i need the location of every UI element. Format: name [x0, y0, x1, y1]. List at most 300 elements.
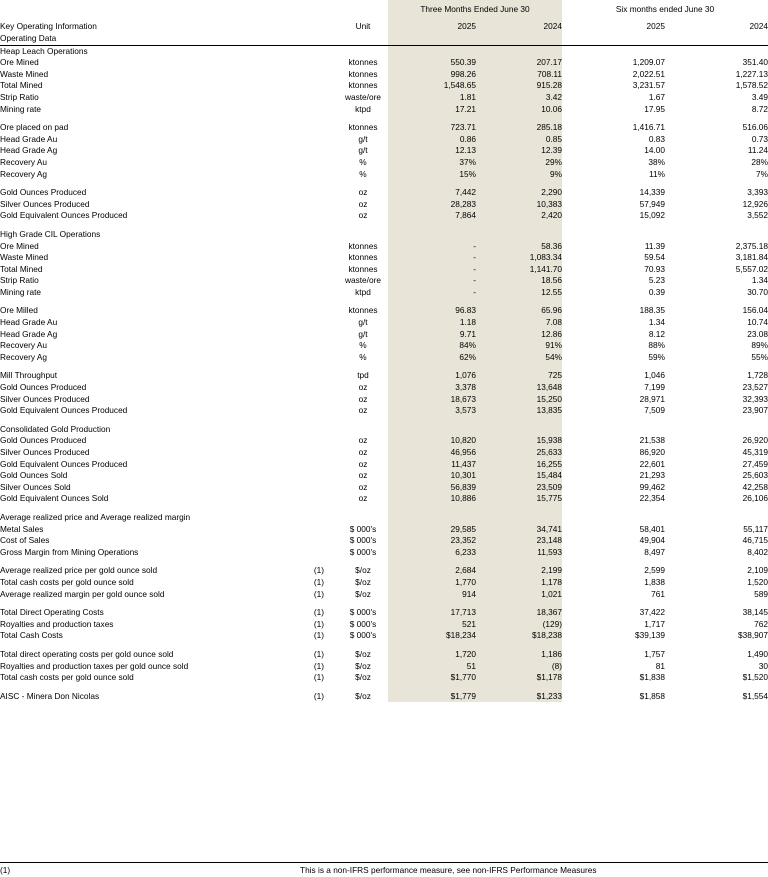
- value-q-prior: 10.06: [476, 104, 562, 116]
- section-gap-row: [0, 417, 768, 424]
- value-q-prior: 708.11: [476, 69, 562, 81]
- value-q-prior: 1,141.70: [476, 264, 562, 276]
- spacer-cell: [476, 600, 562, 607]
- row-unit: ktonnes: [348, 57, 378, 68]
- section-title: Heap Leach Operations: [0, 45, 88, 56]
- section-gap-cell: [338, 417, 388, 424]
- value-h-prior: 589: [754, 588, 768, 599]
- row-unit: ktonnes: [348, 80, 378, 91]
- value-q-current: 18,673: [388, 394, 476, 406]
- spacer-row: [0, 684, 768, 691]
- value-h-prior: 26,106: [742, 493, 768, 504]
- row-label: Head Grade Ag: [0, 328, 58, 339]
- row-footnote-ref: [300, 264, 338, 276]
- spacer-cell: [665, 363, 768, 370]
- value-q-current: 7,864: [388, 210, 476, 222]
- value-h-prior: 1,578.52: [735, 80, 768, 91]
- value-h-prior: 8,402: [747, 546, 768, 557]
- value-q-current: -: [388, 252, 476, 264]
- spacer-cell: [665, 642, 768, 649]
- spacer-cell: [665, 684, 768, 691]
- row-footnote-ref: (1): [313, 565, 325, 576]
- section-header-q25: [388, 229, 476, 241]
- section-header-unit: [338, 424, 388, 436]
- value-q-current: 914: [388, 589, 476, 601]
- table-row: [0, 370, 768, 382]
- section-gap-cell: [388, 505, 476, 512]
- spacer-row: [0, 115, 768, 122]
- value-q-prior: 16,255: [476, 459, 562, 471]
- header-year-q-prior: 2024: [476, 16, 562, 33]
- row-unit: ktonnes: [348, 68, 378, 79]
- row-footnote-ref: (1): [313, 630, 325, 641]
- footnote-content-row: [0, 865, 768, 877]
- section-header-h25: [562, 229, 665, 241]
- table-row: [0, 447, 768, 459]
- spacer-cell: [300, 600, 338, 607]
- spacer-row: [0, 298, 768, 305]
- row-footnote-ref: [300, 210, 338, 222]
- spacer-cell: [388, 642, 476, 649]
- value-q-prior: 18,367: [476, 607, 562, 619]
- section-header-q24: [476, 45, 562, 57]
- value-q-current: 62%: [388, 352, 476, 364]
- value-q-prior: 3.42: [476, 92, 562, 104]
- value-h-prior: 23,527: [742, 382, 768, 393]
- value-q-current: 51: [388, 661, 476, 673]
- table-row: [0, 607, 768, 619]
- value-h-current: 88%: [648, 340, 666, 351]
- value-h-current: 8,497: [644, 546, 666, 557]
- row-unit: waste/ore: [345, 91, 381, 102]
- row-footnote-ref: [300, 275, 338, 287]
- row-unit: $ 000's: [349, 607, 377, 618]
- spacer-cell: [338, 684, 388, 691]
- row-footnote-ref: [300, 470, 338, 482]
- table-row: [0, 134, 768, 146]
- section-header-unit: [338, 512, 388, 524]
- spacer-cell: [665, 180, 768, 187]
- value-q-prior: $1,233: [476, 691, 562, 703]
- value-h-current: 14.00: [644, 145, 666, 156]
- row-unit: %: [359, 340, 367, 351]
- value-h-prior: $38,907: [738, 630, 768, 641]
- value-q-prior: 2,199: [476, 565, 562, 577]
- value-q-current: 3,378: [388, 382, 476, 394]
- row-footnote-ref: [300, 435, 338, 447]
- spacer-cell: [388, 180, 476, 187]
- value-q-current: 3,573: [388, 405, 476, 417]
- section-header-q25: [388, 424, 476, 436]
- row-label: Recovery Au: [0, 156, 48, 167]
- value-h-current: 57,949: [639, 198, 666, 209]
- value-q-prior: 11,593: [476, 547, 562, 559]
- row-unit: oz: [358, 481, 368, 492]
- value-q-prior: 15,484: [476, 470, 562, 482]
- row-label: Gold Equivalent Ounces Produced: [0, 458, 128, 469]
- value-q-current: 10,301: [388, 470, 476, 482]
- value-q-current: 12.13: [388, 145, 476, 157]
- value-h-prior: 7%: [756, 168, 768, 179]
- value-q-current: 56,839: [388, 482, 476, 494]
- spacer-cell: [300, 298, 338, 305]
- row-unit: oz: [358, 458, 368, 469]
- section-header-unit: [338, 229, 388, 241]
- value-q-current: 10,820: [388, 435, 476, 447]
- row-footnote-ref: [300, 145, 338, 157]
- value-h-prior: $1,554: [742, 690, 768, 701]
- value-h-prior: 23.08: [747, 328, 768, 339]
- table-row: [0, 210, 768, 222]
- row-unit: ktonnes: [348, 263, 378, 274]
- value-h-prior: 12,926: [742, 198, 768, 209]
- subtitle-filler-note: [300, 33, 338, 45]
- row-label: Silver Ounces Produced: [0, 393, 90, 404]
- value-h-current: 28,971: [639, 393, 666, 404]
- section-gap-cell: [300, 505, 338, 512]
- header-year-q-current: 2025: [388, 16, 476, 33]
- value-h-current: 8.12: [648, 328, 666, 339]
- table-row: [0, 57, 768, 69]
- row-label: Gross Margin from Mining Operations: [0, 546, 139, 557]
- spacer-cell: [300, 180, 338, 187]
- section-header-h24: [665, 424, 768, 436]
- section-gap-cell: [562, 417, 665, 424]
- row-footnote-ref: [300, 252, 338, 264]
- table-row: [0, 547, 768, 559]
- row-label: Total direct operating costs per gold ounce sold: [0, 648, 174, 659]
- value-h-current: 70.93: [644, 263, 666, 274]
- value-q-prior: 12.86: [476, 329, 562, 341]
- value-q-prior: 13,835: [476, 405, 562, 417]
- table-row: [0, 122, 768, 134]
- row-label: Gold Equivalent Ounces Produced: [0, 210, 128, 221]
- value-q-prior: 1,021: [476, 589, 562, 601]
- value-q-prior: $1,178: [476, 672, 562, 684]
- value-h-prior: 42,258: [742, 481, 768, 492]
- table-row: [0, 157, 768, 169]
- spacer-cell: [562, 642, 665, 649]
- row-footnote-ref: [300, 287, 338, 299]
- section-gap-cell: [562, 222, 665, 229]
- row-footnote-ref: [300, 352, 338, 364]
- section-header-h25: [562, 424, 665, 436]
- value-q-prior: 1,083.34: [476, 252, 562, 264]
- row-footnote-ref: [300, 187, 338, 199]
- row-footnote-ref: [300, 134, 338, 146]
- value-h-prior: 89%: [751, 340, 768, 351]
- row-footnote-ref: [300, 92, 338, 104]
- section-header-q24: [476, 424, 562, 436]
- value-q-prior: 23,509: [476, 482, 562, 494]
- section-gap-cell: [562, 505, 665, 512]
- section-gap-row: [0, 505, 768, 512]
- table-row: [0, 405, 768, 417]
- section-header-note: [300, 424, 338, 436]
- spacer-row: [0, 180, 768, 187]
- page-title: Key Operating Information: [0, 21, 97, 32]
- value-h-current: 14,339: [639, 187, 666, 198]
- value-h-current: 761: [651, 588, 666, 599]
- value-q-prior: 0.85: [476, 134, 562, 146]
- spacer-cell: [476, 684, 562, 691]
- row-footnote-ref: (1): [313, 618, 325, 629]
- row-label: Recovery Au: [0, 340, 48, 351]
- spacer-cell: [338, 115, 388, 122]
- row-unit: $ 000's: [349, 630, 377, 641]
- section-gap-cell: [476, 505, 562, 512]
- unit-column-header: Unit: [355, 21, 371, 32]
- row-footnote-ref: (1): [313, 607, 325, 618]
- value-h-current: 1,757: [644, 648, 666, 659]
- subtitle-filler-h24: [665, 33, 768, 45]
- value-h-prior: 3,552: [747, 210, 768, 221]
- spacer-cell: [476, 363, 562, 370]
- row-label: Average realized margin per gold ounce sold: [0, 588, 165, 599]
- value-q-prior: 65.96: [476, 305, 562, 317]
- value-q-current: 10,886: [388, 493, 476, 505]
- row-unit: oz: [358, 435, 368, 446]
- table-row: [0, 69, 768, 81]
- spacer-cell: [338, 363, 388, 370]
- value-q-current: 7,442: [388, 187, 476, 199]
- row-label: Mining rate: [0, 103, 42, 114]
- table-row: [0, 382, 768, 394]
- value-h-current: 1,838: [644, 576, 666, 587]
- row-unit: $ 000's: [349, 523, 377, 534]
- section-title: Consolidated Gold Production: [0, 423, 111, 434]
- row-footnote-ref: [300, 104, 338, 116]
- value-h-prior: $1,520: [742, 672, 768, 683]
- row-label: Head Grade Ag: [0, 145, 58, 156]
- value-q-current: 96.83: [388, 305, 476, 317]
- row-label: Total Mined: [0, 80, 43, 91]
- value-q-current: 550.39: [388, 57, 476, 69]
- row-unit: $/oz: [355, 588, 371, 599]
- row-unit: oz: [358, 393, 368, 404]
- spacer-cell: [562, 298, 665, 305]
- row-unit: oz: [358, 210, 368, 221]
- value-q-current: 1.18: [388, 317, 476, 329]
- section-header-h24: [665, 512, 768, 524]
- value-q-current: 17,713: [388, 607, 476, 619]
- value-h-current: 17.95: [644, 103, 666, 114]
- table-row: [0, 691, 768, 703]
- spacer-cell: [562, 600, 665, 607]
- value-q-current: 84%: [388, 340, 476, 352]
- spacer-cell: [388, 363, 476, 370]
- value-h-current: 1,717: [644, 618, 666, 629]
- spacer-cell: [0, 298, 300, 305]
- table-row: [0, 80, 768, 92]
- row-label: Silver Ounces Sold: [0, 481, 71, 492]
- table-row: [0, 661, 768, 673]
- section-gap-cell: [665, 222, 768, 229]
- value-h-prior: 38,145: [742, 607, 768, 618]
- value-q-current: -: [388, 264, 476, 276]
- section-header-q25: [388, 512, 476, 524]
- value-q-prior: 2,420: [476, 210, 562, 222]
- subtitle-row: [0, 33, 768, 45]
- spacer-cell: [562, 684, 665, 691]
- value-h-current: 2,599: [644, 565, 666, 576]
- table-row: [0, 535, 768, 547]
- row-footnote-ref: [300, 547, 338, 559]
- row-label: Gold Equivalent Ounces Produced: [0, 405, 128, 416]
- table-row: [0, 619, 768, 631]
- value-h-current: 1.34: [648, 317, 666, 328]
- value-h-current: 22,601: [639, 458, 666, 469]
- section-header-h25: [562, 512, 665, 524]
- value-q-prior: 7.08: [476, 317, 562, 329]
- header-year-h-current: 2025: [646, 21, 666, 32]
- value-q-current: $18,234: [388, 630, 476, 642]
- section-header-h24: [665, 229, 768, 241]
- row-footnote-ref: [300, 447, 338, 459]
- table-row: [0, 565, 768, 577]
- section-gap-cell: [388, 222, 476, 229]
- value-h-current: 3,231.57: [632, 80, 666, 91]
- value-h-prior: 26,920: [742, 435, 768, 446]
- value-q-prior: 25,633: [476, 447, 562, 459]
- row-unit: $ 000's: [349, 618, 377, 629]
- operating-data-subtitle: Operating Data: [0, 33, 300, 45]
- value-h-prior: 30: [758, 660, 768, 671]
- value-q-current: -: [388, 275, 476, 287]
- value-q-prior: 12.55: [476, 287, 562, 299]
- spacer-cell: [300, 558, 338, 565]
- row-label: Gold Ounces Produced: [0, 187, 87, 198]
- value-h-prior: 2,375.18: [735, 240, 768, 251]
- value-h-prior: 516.06: [742, 122, 768, 133]
- spacer-cell: [476, 115, 562, 122]
- table-row: [0, 649, 768, 661]
- row-label: Total Direct Operating Costs: [0, 607, 104, 618]
- spacer-cell: [665, 600, 768, 607]
- row-unit: oz: [358, 405, 368, 416]
- spacer-cell: [665, 298, 768, 305]
- value-h-prior: 0.73: [751, 133, 768, 144]
- value-q-current: 17.21: [388, 104, 476, 116]
- spacer-cell: [476, 180, 562, 187]
- row-footnote-ref: (1): [313, 588, 325, 599]
- row-label: Ore Milled: [0, 305, 38, 316]
- spacer-cell: [338, 180, 388, 187]
- table-row: [0, 672, 768, 684]
- value-q-current: 6,233: [388, 547, 476, 559]
- value-h-prior: 3,393: [747, 187, 768, 198]
- value-h-prior: 32,393: [742, 393, 768, 404]
- row-label: Waste Mined: [0, 68, 49, 79]
- table-row: [0, 187, 768, 199]
- value-h-current: 21,293: [639, 470, 666, 481]
- section-header-q24: [476, 229, 562, 241]
- section-gap-cell: [476, 222, 562, 229]
- value-h-prior: 55%: [751, 351, 768, 362]
- row-unit: %: [359, 156, 367, 167]
- table-row: [0, 287, 768, 299]
- row-unit: ktonnes: [348, 122, 378, 133]
- value-q-current: -: [388, 241, 476, 253]
- spacer-cell: [0, 558, 300, 565]
- value-h-current: 7,509: [644, 405, 666, 416]
- row-footnote-ref: [300, 122, 338, 134]
- spacer-cell: [300, 363, 338, 370]
- row-label: Ore placed on pad: [0, 122, 69, 133]
- value-h-prior: 46,715: [742, 535, 768, 546]
- row-footnote-ref: [300, 340, 338, 352]
- row-label: AISC - Minera Don Nicolas: [0, 690, 100, 701]
- value-h-current: 86,920: [639, 447, 666, 457]
- value-q-current: 46,956: [388, 447, 476, 459]
- value-q-prior: 9%: [476, 169, 562, 181]
- section-gap-cell: [0, 417, 300, 424]
- spacer-cell: [388, 684, 476, 691]
- value-h-current: 11.39: [644, 240, 666, 251]
- section-header-q25: [388, 45, 476, 57]
- header-year-h-prior: 2024: [749, 21, 768, 32]
- value-q-prior: 15,250: [476, 394, 562, 406]
- row-label: Head Grade Au: [0, 317, 58, 328]
- row-unit: oz: [358, 198, 368, 209]
- row-footnote-ref: (1): [313, 648, 325, 659]
- section-header-note: [300, 45, 338, 57]
- section-gap-cell: [300, 222, 338, 229]
- section-header-h25: [562, 45, 665, 57]
- table-row: [0, 317, 768, 329]
- value-q-current: $1,779: [388, 691, 476, 703]
- spacer-cell: [0, 642, 300, 649]
- value-q-prior: 13,648: [476, 382, 562, 394]
- value-h-prior: 351.40: [742, 57, 768, 68]
- table-row: [0, 493, 768, 505]
- row-unit: ktpd: [355, 286, 371, 297]
- table-row: [0, 482, 768, 494]
- value-h-current: 37,422: [639, 607, 666, 618]
- section-header-row: [0, 424, 768, 436]
- value-q-current: 2,684: [388, 565, 476, 577]
- value-h-prior: 762: [754, 618, 768, 629]
- value-q-prior: 58.36: [476, 241, 562, 253]
- spacer-cell: [338, 642, 388, 649]
- section-header-row: [0, 512, 768, 524]
- value-h-prior: 1,520: [747, 576, 768, 587]
- section-gap-cell: [300, 417, 338, 424]
- value-h-current: $1,858: [639, 690, 666, 701]
- value-h-current: 7,199: [644, 382, 666, 393]
- table-row: [0, 145, 768, 157]
- value-h-current: 1.67: [648, 91, 666, 102]
- spacer-row: [0, 642, 768, 649]
- table-row: [0, 340, 768, 352]
- row-unit: oz: [358, 493, 368, 504]
- spacer-cell: [476, 298, 562, 305]
- value-q-current: 1,548.65: [388, 80, 476, 92]
- spacer-row: [0, 363, 768, 370]
- table-row: [0, 275, 768, 287]
- value-q-prior: 91%: [476, 340, 562, 352]
- row-unit: $/oz: [355, 648, 371, 659]
- value-q-prior: (8): [476, 661, 562, 673]
- section-header-row: [0, 45, 768, 57]
- value-h-prior: 2,109: [747, 565, 768, 576]
- value-h-current: $39,139: [635, 630, 666, 641]
- spacer-cell: [388, 600, 476, 607]
- row-unit: g/t: [358, 328, 368, 339]
- spacer-cell: [562, 363, 665, 370]
- spacer-cell: [665, 115, 768, 122]
- value-h-prior: 3.49: [751, 91, 768, 102]
